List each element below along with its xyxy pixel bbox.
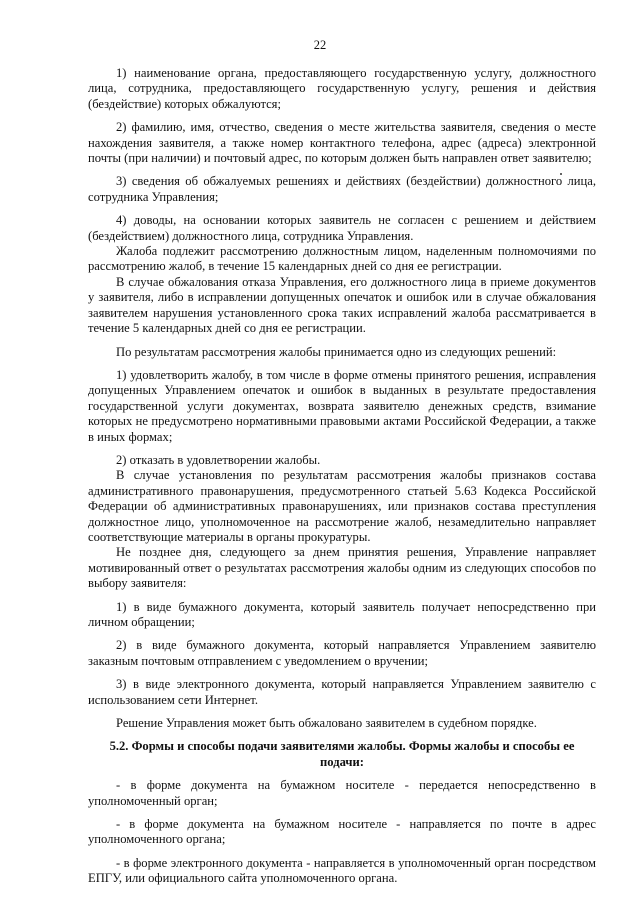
- section-item-paper-direct: - в форме документа на бумажном носителе - передается непосредственно в уполномоченный орган;: [88, 778, 596, 808]
- paragraph-decisions-intro: По результатам рассмотрения жалобы принимается одно из следующих решений:: [116, 344, 557, 359]
- section-item-paper-post: - в форме документа на бумажном носителе - направляется по почте в адрес уполномоченного органа;: [88, 817, 596, 847]
- paragraph-complaint-item-1: 1) наименование органа, предоставляющего государственную услугу, должностного лица, сотрудника, предоставляющего государственную услугу, решения и действия (бездействие) которых обжалуются;: [88, 66, 596, 111]
- document-body: [88, 66, 596, 887]
- section-item-electronic: - в форме электронного документа - направляется в уполномоченный орган посредством ЕПГУ, или официального сайта уполномоченного органа.: [88, 855, 596, 886]
- paragraph-decision-satisfy: 1) удовлетворить жалобу, в том числе в форме отмены принятого решения, исправления допущенных Управлением опечаток и ошибок в выданных в результате предоставления государственной услуги документах, возврата заявителю денежных средств, взимание которых не предусмотрено нормативными правовыми актами Российской Федерации, а также в иных формах;: [88, 367, 596, 444]
- paragraph-court-appeal: Решение Управления может быть обжаловано заявителем в судебном порядке.: [116, 716, 537, 731]
- paragraph-complaint-item-3: 3) сведения об обжалуемых решениях и действиях (бездействии) должностного лица, сотрудника Управления;: [88, 174, 596, 204]
- paragraph-decision-refuse: 2) отказать в удовлетворении жалобы.: [116, 452, 321, 467]
- paragraph-response-electronic: 3) в виде электронного документа, который направляется Управлением заявителю с использованием сети Интернет.: [88, 677, 596, 707]
- paragraph-complaint-item-4: 4) доводы, на основании которых заявитель не согласен с решением и действием (бездействием) должностного лица, сотрудника Управления.: [88, 213, 596, 243]
- page-number: 22: [313, 38, 327, 52]
- paragraph-review-term: Жалоба подлежит рассмотрению должностным лицом, наделенным полномочиями по рассмотрению жалоб, в течение 15 календарных дней со дня ее регистрации.: [88, 244, 596, 274]
- paragraph-violation-detected: В случае установления по результатам рассмотрения жалобы признаков состава административного правонарушения, предусмотренного статьей 5.63 Кодекса Российской Федерации об административных правонарушениях, или признаков состава преступления должностное лицо, уполномоченное на рассмотрение жалоб, незамедлительно направляет соответствующие материалы в органы прокуратуры.: [88, 468, 596, 544]
- section-heading-5-2: 5.2. Формы и способы подачи заявителями жалобы. Формы жалобы и способы ее подачи:: [109, 739, 575, 769]
- paragraph-response-paper-personal: 1) в виде бумажного документа, который заявитель получает непосредственно при личном обращении;: [88, 599, 596, 629]
- paragraph-refusal-review-term: В случае обжалования отказа Управления, его должностного лица в приеме документов у заявителя, либо в исправлении допущенных опечаток и ошибок или в случае обжалования заявителем нарушения установленного срока таких исправлений жалоба рассматривается в течение 5 календарных дней со дня ее регистрации.: [88, 274, 596, 336]
- paragraph-response-paper-mail: 2) в виде бумажного документа, который направляется Управлением заявителю заказным почтовым отправлением с уведомлением о вручении;: [88, 638, 596, 668]
- paragraph-complaint-item-2: 2) фамилию, имя, отчество, сведения о месте жительства заявителя, сведения о месте нахождения заявителя, а также номер контактного телефона, адрес (адреса) электронной почты (при наличии) и почтовый адрес, по которым должен быть направлен ответ заявителю;: [88, 120, 596, 166]
- paragraph-response-deadline: Не позднее дня, следующего за днем принятия решения, Управление направляет мотивированный ответ о результатах рассмотрения жалобы одним из следующих способов по выбору заявителя:: [88, 545, 596, 591]
